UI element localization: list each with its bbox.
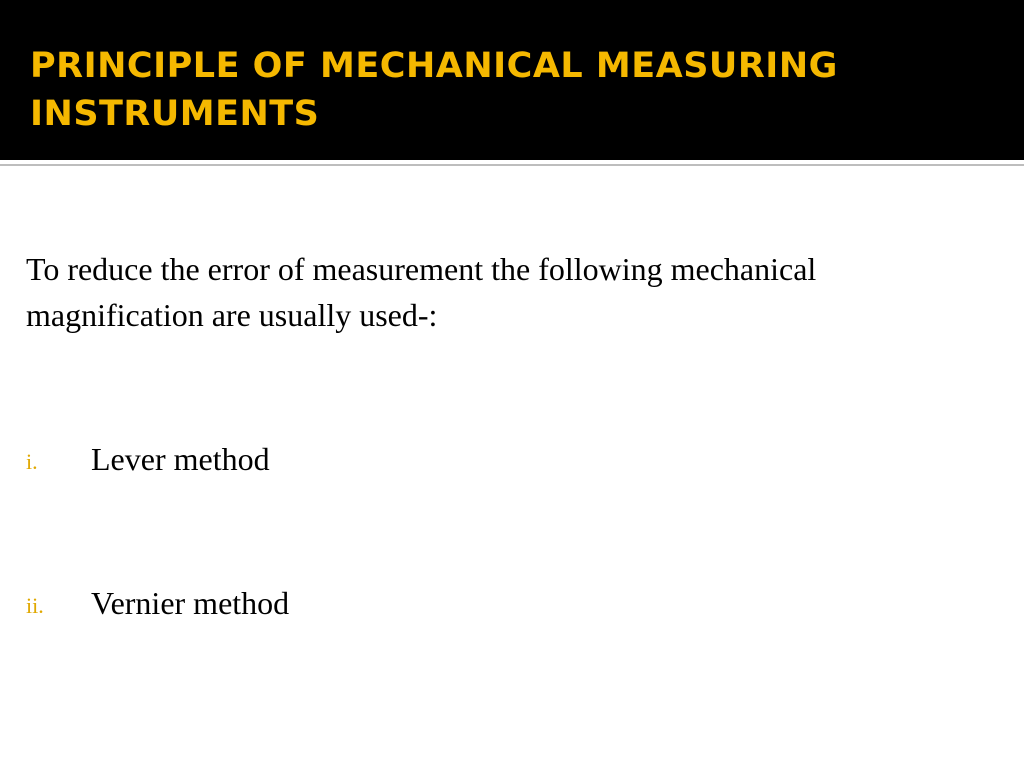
list-item-lever bbox=[26, 436, 986, 482]
title-divider bbox=[0, 164, 1024, 166]
list-item-vernier bbox=[26, 580, 986, 626]
list-marker: ii. bbox=[26, 593, 44, 618]
list-item-text: Lever method bbox=[91, 441, 270, 477]
intro-text: To reduce the error of measurement the following mechanical magnification are usually used-: bbox=[26, 251, 817, 333]
list-marker: i. bbox=[26, 449, 38, 474]
title-bar bbox=[0, 0, 1024, 160]
list-item-text: Vernier method bbox=[91, 585, 290, 621]
slide-title: PRINCIPLE OF MECHANICAL MEASURING INSTRUMENTS bbox=[30, 46, 838, 134]
